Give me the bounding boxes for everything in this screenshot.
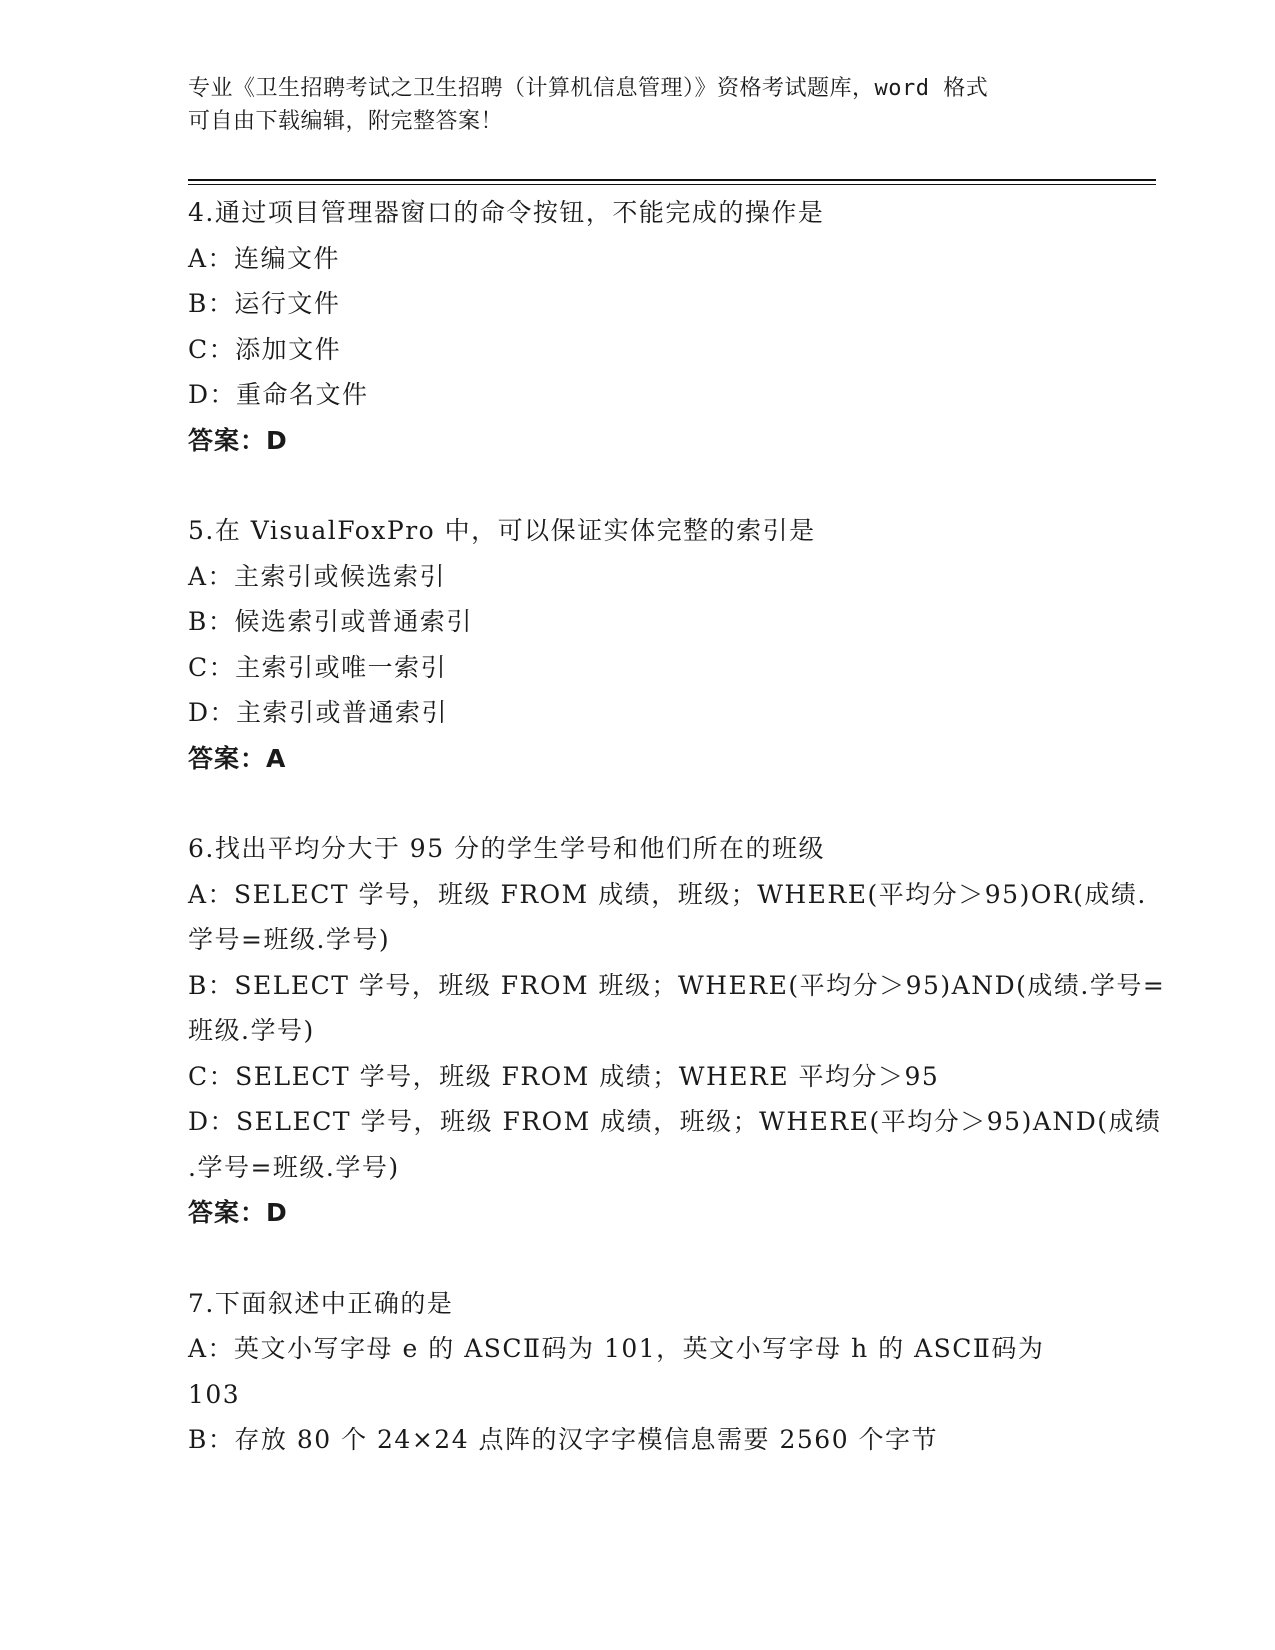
- option-b-continued: 班级.学号): [188, 1016, 315, 1045]
- option-b: B：运行文件: [188, 289, 341, 318]
- option-a: A：英文小写字母 e 的 ASCⅡ码为 101，英文小写字母 h 的 ASCⅡ码为: [188, 1334, 1045, 1363]
- option-d: D：SELECT 学号，班级 FROM 成绩，班级；WHERE(平均分＞95)AND(成绩: [188, 1107, 1162, 1136]
- option-a: A：连编文件: [188, 243, 341, 273]
- option-a-continued: 103: [188, 1379, 241, 1409]
- header-line-1: 专业《卫生招聘考试之卫生招聘（计算机信息管理）》资格考试题库，word 格式: [188, 76, 989, 101]
- question-stem: 6.找出平均分大于 95 分的学生学号和他们所在的班级: [188, 834, 826, 863]
- option-a-continued: 学号=班级.学号): [188, 925, 391, 954]
- option-b: B：候选索引或普通索引: [188, 607, 473, 636]
- header-divider-thin: [188, 184, 1156, 185]
- question-4: [188, 190, 1108, 463]
- option-d-continued: .学号=班级.学号): [188, 1152, 400, 1182]
- answer-label: 答案：A: [188, 743, 287, 773]
- question-stem: 4.通过项目管理器窗口的命令按钮，不能完成的操作是: [188, 198, 825, 227]
- option-a: A：主索引或候选索引: [188, 561, 447, 591]
- question-stem: 5.在 VisualFoxPro 中，可以保证实体完整的索引是: [188, 516, 816, 545]
- question-stem: 7.下面叙述中正确的是: [188, 1288, 454, 1318]
- option-c: C：添加文件: [188, 334, 342, 364]
- header-divider-thick: [188, 179, 1156, 181]
- document-header: [188, 72, 1088, 138]
- question-5: [188, 508, 1108, 781]
- question-7: [188, 1281, 1108, 1463]
- option-a: A：SELECT 学号，班级 FROM 成绩，班级；WHERE(平均分＞95)OR(成绩.: [188, 879, 1147, 909]
- option-b: B：存放 80 个 24×24 点阵的汉字字模信息需要 2560 个字节: [188, 1425, 939, 1454]
- answer-label: 答案：D: [188, 1198, 288, 1227]
- header-line-2: 可自由下载编辑，附完整答案！: [188, 109, 504, 134]
- option-c: C：SELECT 学号，班级 FROM 成绩；WHERE 平均分＞95: [188, 1061, 940, 1091]
- question-list: [188, 190, 1166, 1508]
- answer-label: 答案：D: [188, 425, 288, 455]
- question-6: [188, 826, 1166, 1236]
- option-b: B：SELECT 学号，班级 FROM 班级；WHERE(平均分＞95)AND(成绩.学号=: [188, 970, 1166, 1000]
- option-c: C：主索引或唯一索引: [188, 652, 448, 682]
- option-d: D：重命名文件: [188, 380, 369, 409]
- option-d: D：主索引或普通索引: [188, 698, 449, 727]
